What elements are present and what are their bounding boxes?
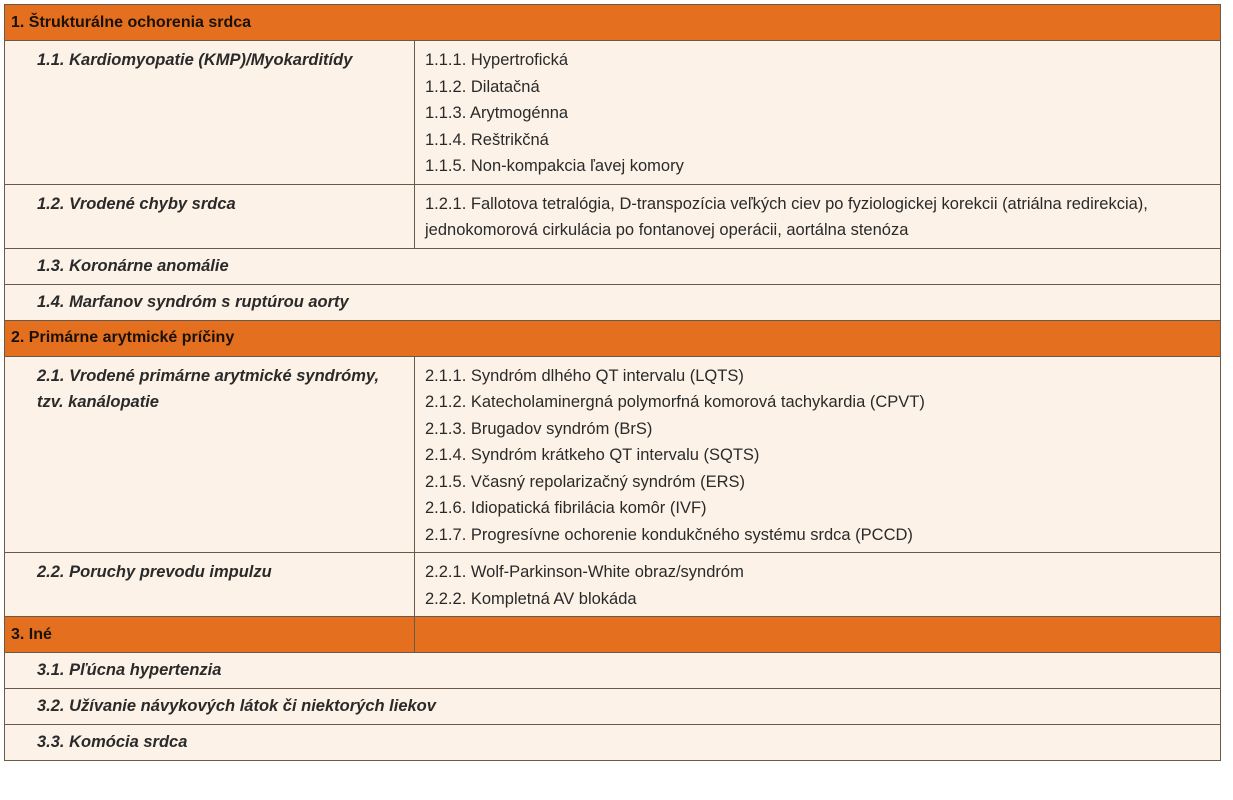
list-item: 1.2.1. Fallotova tetralógia, D-transpozícia veľkých ciev po fyziologickej korekcii (atriálna redirekcia), jednokomorová cirkulácia po fontanovej operácii, aortálna stenóza [425, 194, 1148, 239]
row-label: 2.1. Vrodené primárne arytmické syndrómy, tzv. kanálopatie [5, 356, 415, 553]
table-row [5, 248, 1221, 284]
row-items [415, 553, 1221, 617]
table-row [5, 284, 1221, 320]
list-item: 1.1.3. Arytmogénna [425, 104, 569, 122]
section-header-3 [5, 617, 1221, 653]
section-title: 3. Iné [5, 617, 415, 653]
list-item: 2.2.2. Kompletná AV blokáda [425, 589, 637, 608]
list-item: 2.1.1. Syndróm dlhého QT intervalu (LQTS) [425, 366, 744, 385]
row-items [415, 356, 1221, 553]
table-row [5, 689, 1221, 725]
list-item: 2.1.7. Progresívne ochorenie kondukčného systému srdca (PCCD) [425, 525, 913, 544]
list-item: 2.2.1. Wolf-Parkinson-White obraz/syndróm [425, 563, 744, 581]
section-title: 2. Primárne arytmické príčiny [5, 320, 1221, 356]
row-label: 1.4. Marfanov syndróm s ruptúrou aorty [5, 284, 1221, 320]
table-row [5, 41, 1221, 185]
list-item: 2.1.2. Katecholaminergná polymorfná komorová tachykardia (CPVT) [425, 393, 925, 411]
row-label: 2.2. Poruchy prevodu impulzu [5, 553, 415, 617]
causes-table [4, 4, 1221, 761]
list-item: 2.1.5. Včasný repolarizačný syndróm (ERS) [425, 472, 746, 491]
row-label: 3.2. Užívanie návykových látok či niektorých liekov [5, 689, 1221, 725]
list-item: 1.1.4. Reštrikčná [425, 130, 549, 149]
table-row [5, 184, 1221, 248]
list-item: 1.1.2. Dilatačná [425, 77, 540, 96]
section-header-2 [5, 320, 1221, 356]
section-header-1 [5, 5, 1221, 41]
row-items [415, 184, 1221, 248]
row-label: 1.1. Kardiomyopatie (KMP)/Myokarditídy [5, 41, 415, 185]
table-row [5, 356, 1221, 553]
row-label: 1.2. Vrodené chyby srdca [5, 184, 415, 248]
list-item: 2.1.4. Syndróm krátkeho QT intervalu (SQTS) [425, 446, 760, 464]
row-label: 3.1. Pľúcna hypertenzia [5, 653, 1221, 689]
classification-table [4, 4, 1220, 761]
list-item: 2.1.6. Idiopatická fibrilácia komôr (IVF) [425, 499, 707, 517]
list-item: 1.1.5. Non-kompakcia ľavej komory [425, 157, 684, 175]
table-row [5, 553, 1221, 617]
row-label: 3.3. Komócia srdca [5, 725, 1221, 761]
section-title: 1. Štrukturálne ochorenia srdca [5, 5, 1221, 41]
table-row [5, 653, 1221, 689]
table-row [5, 725, 1221, 761]
section-empty-cell [415, 617, 1221, 653]
list-item: 1.1.1. Hypertrofická [425, 51, 569, 69]
list-item: 2.1.3. Brugadov syndróm (BrS) [425, 419, 653, 438]
row-label: 1.3. Koronárne anomálie [5, 248, 1221, 284]
row-items [415, 41, 1221, 185]
